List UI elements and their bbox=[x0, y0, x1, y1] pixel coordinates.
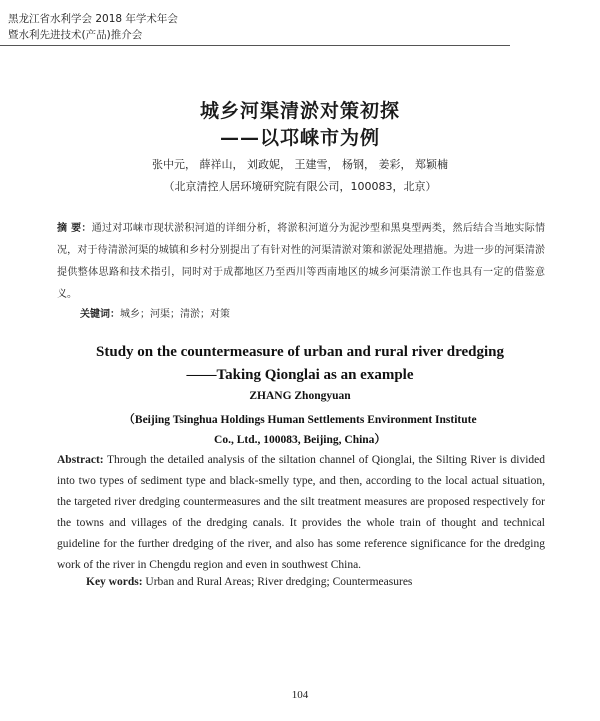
cn-keywords-label: 关键词： bbox=[80, 309, 120, 320]
en-keywords-label: Key words: bbox=[86, 576, 143, 588]
cn-abstract bbox=[57, 218, 545, 306]
en-abstract bbox=[57, 450, 545, 576]
en-author: ZHANG Zhongyuan bbox=[249, 390, 351, 402]
cn-title-subtitle: ——以邛崃市为例 bbox=[219, 127, 380, 149]
cn-keywords bbox=[80, 305, 230, 320]
cn-authors: 张中元， 薛祥山， 刘政妮， 王建雪， 杨钢， 姜彩， 郑颖楠 bbox=[152, 158, 448, 171]
cn-affiliation: （北京清控人居环境研究院有限公司，100083，北京） bbox=[163, 180, 437, 193]
header-rule bbox=[0, 45, 510, 46]
en-affiliation-line-1: （Beijing Tsinghua Holdings Human Settlements Environment Institute bbox=[123, 414, 477, 426]
cn-keywords-text: 城乡；河渠；清淤；对策 bbox=[120, 309, 230, 320]
en-title-subtitle: ——Taking Qionglai as an example bbox=[186, 367, 414, 383]
header-line-2: 暨水利先进技术(产品)推介会 bbox=[8, 29, 143, 41]
en-abstract-label: Abstract: bbox=[57, 454, 104, 466]
en-title-main: Study on the countermeasure of urban and rural river dredging bbox=[96, 344, 504, 360]
en-keywords-text: Urban and Rural Areas; River dredging; Countermeasures bbox=[142, 576, 413, 588]
page-number: 104 bbox=[291, 689, 309, 701]
en-abstract-text: Through the detailed analysis of the siltation channel of Qionglai, the Silting River is divided into two types of sediment type and black-smelly type, and then, according to the local actual situation, the targeted river dredging countermeasures and the silt treatment measures are proposed respectively for the towns and villages of the dredging canals. It provides the whole train of thought and technical guideline for the further dredging of the river, and also has some reference significance for the dredging work of the river in Chengdu region and even in southwest China. bbox=[57, 454, 545, 571]
en-affiliation-line-2: Co., Ltd., 100083, Beijing, China） bbox=[214, 434, 386, 446]
cn-abstract-label: 摘 要： bbox=[57, 223, 92, 234]
en-keywords bbox=[86, 576, 412, 588]
cn-abstract-text: 通过对邛崃市现状淤积河道的详细分析，将淤积河道分为泥沙型和黑臭型两类，然后结合当地实际情况，对于待清淤河渠的城镇和乡村分别提出了有针对性的河渠清淤对策和淤泥处理措施。为进一步的河渠清淤提供整体思路和技术指引，同时对于成都地区乃至西川等西南地区的城乡河渠清淤工作也具有一定的借鉴意义。 bbox=[57, 223, 545, 300]
header-line-1: 黑龙江省水利学会 2018 年学术年会 bbox=[8, 13, 178, 25]
cn-title-main: 城乡河渠清淤对策初探 bbox=[199, 100, 400, 122]
running-header bbox=[8, 11, 178, 43]
